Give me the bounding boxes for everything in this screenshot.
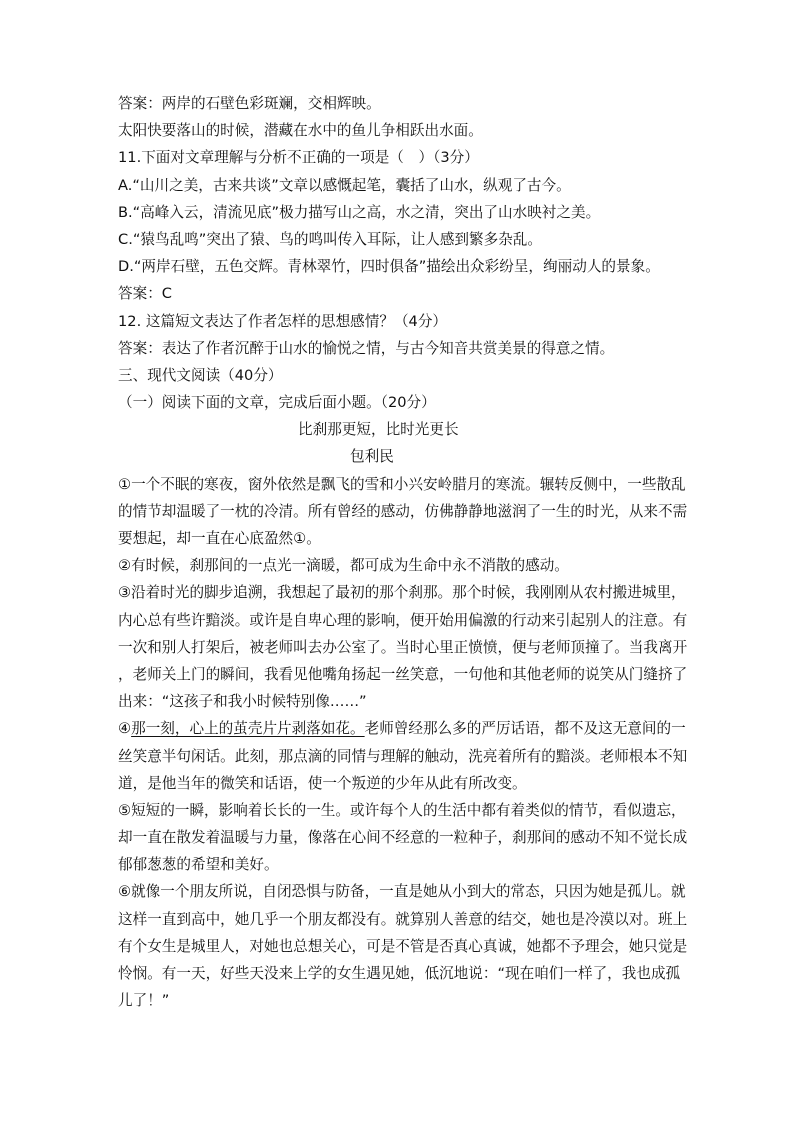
paragraph-1-line: ①一个不眠的寒夜，窗外依然是飘飞的雪和小兴安岭腊月的寒流。辗转反侧中，一些散乱 bbox=[118, 475, 686, 493]
option-c: C.“猿鸟乱鸣”突出了猿、鸟的鸣叫传入耳际，让人感到繁多杂乱。 bbox=[118, 230, 542, 248]
option-d: D.“两岸石壁，五色交辉。青林翠竹，四时俱备”描绘出众彩纷呈，绚丽动人的景象。 bbox=[118, 258, 660, 276]
answer-line: 答案：表达了作者沉醉于山水的愉悦之情，与古今知音共赏美景的得意之情。 bbox=[118, 339, 615, 357]
paragraph-5-line: ⑤短短的一瞬，影响着长长的一生。或许每个人的生活中都有着类似的情节，看似遗忘， bbox=[118, 801, 686, 819]
paragraph-3-line: ，老师关上门的瞬间，我看见他嘴角扬起一丝笑意，一句他和其他老师的说笑从门缝挤了 bbox=[118, 665, 688, 683]
paragraph-4-line: 道，是他当年的微笑和话语，使一个叛逆的少年从此有所改变。 bbox=[118, 774, 527, 792]
article-title: 比刹那更短，比时光更长 bbox=[298, 421, 459, 439]
paragraph-6-line: 儿了！” bbox=[118, 992, 170, 1010]
answer-line: 答案：C bbox=[118, 285, 172, 303]
answer-line: 答案：两岸的石壁色彩斑斓，交相辉映。 bbox=[118, 95, 381, 112]
paragraph-1-line: 要想起，却一直在心底盈然①。 bbox=[118, 530, 321, 547]
option-b: B.“高峰入云，清流见底”极力描写山之高，水之清，突出了山水映衬之美。 bbox=[118, 203, 601, 221]
article-author: 包利民 bbox=[350, 448, 394, 466]
paragraph-6-line: 有个女生是城里人，对她也总想关心，可是不管是否真心真诚，她都不予理会，她只觉是 bbox=[118, 937, 688, 955]
underlined-sentence: 那一刻，心上的茧壳片片剥落如花。 bbox=[131, 720, 365, 738]
paragraph-6-line: ⑥就像一个朋友所说，自闭恐惧与防备，一直是她从小到大的常态，只因为她是孤儿。就 bbox=[118, 883, 686, 901]
paragraph-3-line: ③沿着时光的脚步追溯，我想起了最初的那个刹那。那个时候，我刚刚从农村搬进城里， bbox=[118, 584, 686, 602]
answer-line: 太阳快要落山的时候，潜藏在水中的鱼儿争相跃出水面。 bbox=[118, 122, 483, 140]
section-heading: 三、现代文阅读（40分） bbox=[118, 366, 283, 384]
paragraph-6-line: 怜悯。有一天，好些天没来上学的女生遇见她，低沉地说：“现在咱们一样了，我也成孤 bbox=[118, 965, 681, 982]
paragraph-4-line bbox=[118, 719, 690, 746]
paragraph-3-line: 内心总有些许黯淡。或许是自卑心理的影响，便开始用偏激的行动来引起别人的注意。有 bbox=[118, 611, 688, 629]
question-12: 12. 这篇短文表达了作者怎样的思想感情？（4分） bbox=[118, 312, 448, 330]
option-a: A.“山川之美，古来共谈”文章以感慨起笔，囊括了山水，纵观了古今。 bbox=[118, 176, 571, 194]
paragraph-1-line: 的情节却温暖了一枕的冷清。所有曾经的感动，仿佛静静地滋润了一生的时光，从来不需 bbox=[118, 502, 688, 520]
paragraph-6-line: 这样一直到高中，她几乎一个朋友都没有。就算别人善意的结交，她也是冷漠以对。班上 bbox=[118, 910, 688, 928]
paragraph-3-line: 出来：“这孩子和我小时候特别像……” bbox=[118, 693, 367, 711]
paragraph-5-line: 郁郁葱葱的希望和美好。 bbox=[118, 856, 279, 874]
sub-heading: （一）阅读下面的文章，完成后面小题。（20分） bbox=[118, 394, 436, 412]
document-page bbox=[118, 94, 690, 1018]
question-11: 11.下面对文章理解与分析不正确的一项是（ ）（3分） bbox=[118, 149, 479, 167]
paragraph-marker: ④ bbox=[118, 720, 132, 738]
paragraph-5-line: 却一直在散发着温暖与力量，像落在心间不经意的一粒种子，刹那间的感动不知不觉长成 bbox=[118, 829, 688, 847]
paragraph-3-line: 一次和别人打架后，被老师叫去办公室了。当时心里正愤愤，便与老师顶撞了。当我离开 bbox=[118, 638, 688, 656]
paragraph-2-line: ②有时候，刹那间的一点光一滴暖，都可成为生命中永不消散的感动。 bbox=[118, 557, 569, 575]
paragraph-4-line: 丝笑意半句闲话。此刻，那点滴的同情与理解的触动，洗亮着所有的黯淡。老师根本不知 bbox=[118, 747, 688, 765]
paragraph-text: 老师曾经那么多的严厉话语，都不及这无意间的一 bbox=[364, 720, 686, 738]
